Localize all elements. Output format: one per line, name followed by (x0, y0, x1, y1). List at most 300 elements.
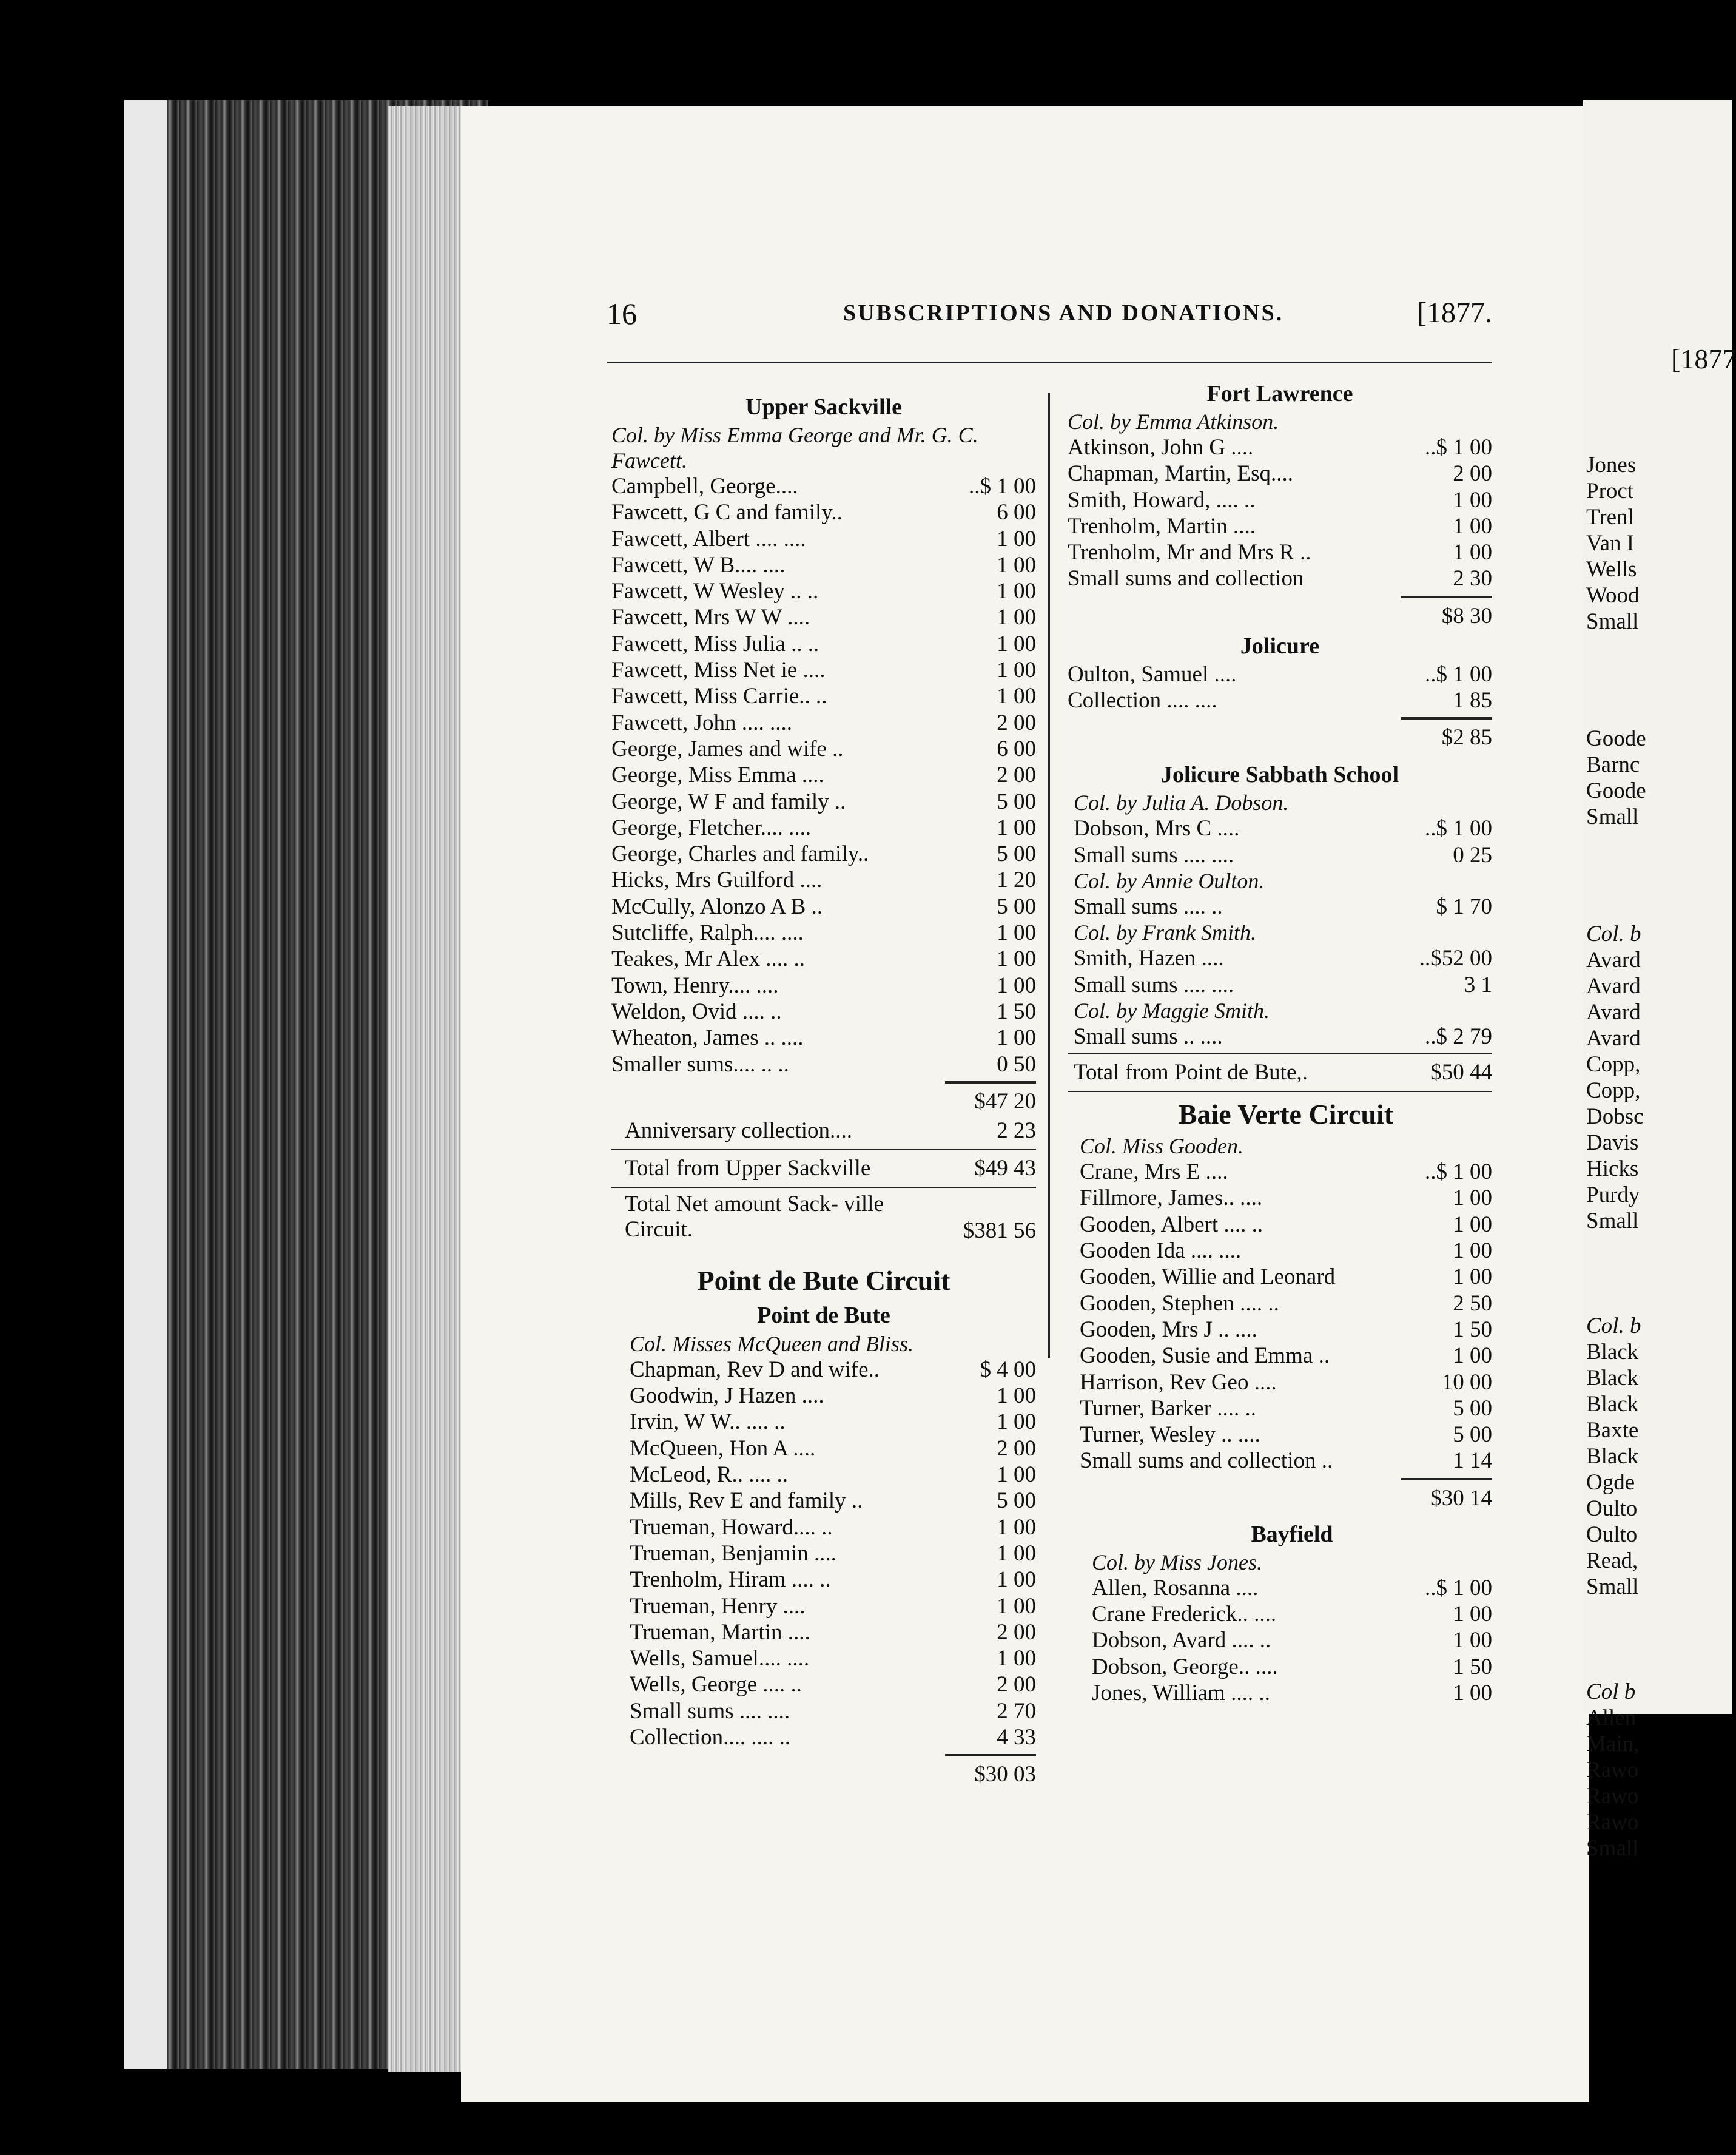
total-rule (1401, 596, 1492, 598)
entry-amount: 3 1 (1464, 972, 1492, 997)
entry-name: Wells, Samuel.... .... (630, 1646, 810, 1671)
collector-line: Col. Misses McQueen and Bliss. (630, 1331, 913, 1356)
collector-line: Col. Miss Gooden. (1080, 1134, 1243, 1159)
list-item (611, 815, 1036, 841)
entry-amount: $ 4 00 (980, 1357, 1036, 1382)
total-rule (945, 1081, 1036, 1084)
entry-amount: 1 20 (997, 868, 1036, 893)
facing-page-line: Black (1586, 1340, 1639, 1364)
entry-amount: $ 1 70 (1436, 894, 1492, 919)
facing-page-line: Oulto (1586, 1522, 1638, 1547)
entry-name: Dobson, Avard .... .. (1092, 1628, 1271, 1653)
entry-amount: 1 00 (997, 684, 1036, 709)
baie-verte-total (1068, 1484, 1492, 1513)
section-title-jolicure-sabbath-school: Jolicure Sabbath School (1160, 762, 1399, 788)
entry-name: George, W F and family .. (611, 789, 846, 814)
section-title-baie-verte-circuit: Baie Verte Circuit (1178, 1099, 1394, 1130)
entry-amount: 1 00 (997, 920, 1036, 946)
sabbath-school-groups (1068, 790, 1492, 1050)
list-item (1080, 1264, 1492, 1290)
entry-name: Fawcett, Miss Net ie .... (611, 658, 826, 683)
jolicure-total (1068, 723, 1492, 752)
entry-name: Fawcett, Miss Julia .. .. (611, 631, 819, 656)
total-rule (1401, 717, 1492, 720)
list-item (611, 736, 1036, 762)
anniversary-line (611, 1116, 1036, 1145)
entry-amount: ..$ 1 00 (1425, 1159, 1492, 1185)
facing-page-collector: Col. b (1586, 922, 1641, 946)
section-title-jolicure: Jolicure (1240, 633, 1320, 659)
list-item (611, 946, 1036, 972)
page-year: [1877. (1417, 297, 1492, 329)
entry-name: Town, Henry.... .... (611, 973, 779, 998)
column-divider (1048, 393, 1050, 1358)
facing-page-line: Ogde (1586, 1470, 1635, 1495)
point-de-bute-grand-total (1068, 1058, 1492, 1087)
entry-name: Sutcliffe, Ralph.... .... (611, 920, 804, 946)
entry-amount: 5 00 (1453, 1395, 1492, 1421)
entry-name: Fawcett, John .... .... (611, 710, 793, 735)
rule (1068, 1091, 1492, 1092)
page-title: SUBSCRIPTIONS AND DONATIONS. (843, 300, 1284, 326)
entry-amount: ..$52 00 (1419, 946, 1492, 971)
entry-name: Fawcett, W Wesley .. .. (611, 579, 819, 604)
list-item (1074, 972, 1492, 998)
entry-name: McCully, Alonzo A B .. (611, 894, 823, 919)
total-amount: $50 44 (1430, 1060, 1492, 1085)
entry-name: Fawcett, G C and family.. (611, 500, 843, 525)
entry-name: George, Charles and family.. (611, 841, 869, 867)
list-item (1092, 1654, 1492, 1680)
entry-amount: 1 00 (1453, 1185, 1492, 1211)
entry-list-jolicure (1068, 661, 1492, 714)
collector-line: Col. by Annie Oulton. (1074, 868, 1265, 893)
entry-name: Gooden, Susie and Emma .. (1080, 1343, 1330, 1369)
list-item (630, 1383, 1036, 1409)
header-rule (607, 362, 1492, 363)
entry-amount: 1 00 (997, 658, 1036, 683)
entry-amount: 5 00 (997, 841, 1036, 867)
entry-amount: ..$ 1 00 (1425, 435, 1492, 460)
entry-name: Wheaton, James .. .... (611, 1025, 804, 1051)
facing-page-line: Avard (1586, 1000, 1641, 1025)
entry-amount: ..$ 1 00 (1425, 1575, 1492, 1600)
facing-page-line: Read, (1586, 1548, 1638, 1573)
entry-amount: 1 00 (997, 1540, 1036, 1566)
entry-name: Turner, Wesley .. .... (1080, 1422, 1260, 1448)
collector-line: Col. by Maggie Smith. (1074, 998, 1270, 1023)
facing-page-collector: Col. b (1586, 1314, 1641, 1338)
list-item (1074, 894, 1492, 920)
list-item (1068, 460, 1492, 487)
entry-amount: 1 00 (1453, 513, 1492, 539)
entry-amount: 1 00 (1453, 487, 1492, 513)
entry-amount: 1 00 (997, 1383, 1036, 1409)
collector-line: Col. by Emma Atkinson. (1068, 410, 1279, 434)
entry-name: Campbell, George.... (611, 474, 798, 499)
entry-name: Mills, Rev E and family .. (630, 1488, 863, 1514)
entry-amount: 1 00 (1453, 1343, 1492, 1369)
entry-amount: 1 00 (1453, 1264, 1492, 1290)
list-item (1080, 1448, 1492, 1474)
list-item (611, 789, 1036, 815)
entry-amount: 1 00 (997, 1567, 1036, 1593)
entry-name: Goodwin, J Hazen .... (630, 1383, 824, 1409)
section-title-bayfield: Bayfield (1251, 1521, 1333, 1547)
entry-name: Small sums .. .... (1074, 1024, 1223, 1049)
entry-amount: 2 50 (1453, 1290, 1492, 1316)
entry-name: Allen, Rosanna .... (1092, 1575, 1259, 1600)
list-item (1080, 1369, 1492, 1395)
facing-page-line: Wells (1586, 557, 1637, 582)
entry-amount: 5 00 (997, 789, 1036, 814)
entry-amount: 2 70 (997, 1698, 1036, 1724)
facing-page-line: Avard (1586, 1026, 1641, 1051)
entry-name: Gooden Ida .... .... (1080, 1238, 1242, 1264)
list-item (1080, 1343, 1492, 1369)
entry-amount: 2 00 (997, 1435, 1036, 1461)
entry-name: Smith, Hazen .... (1074, 946, 1224, 971)
entry-name: Dobson, Mrs C .... (1074, 816, 1240, 841)
entry-amount: 2 00 (997, 1672, 1036, 1698)
facing-page-line: Avard (1586, 948, 1641, 973)
facing-page-line: Small (1586, 804, 1639, 829)
list-item (630, 1619, 1036, 1645)
facing-page-line: Dobsc (1586, 1104, 1644, 1129)
entry-name: Small sums and collection .. (1080, 1448, 1333, 1474)
entry-name: Small sums and collection (1068, 566, 1304, 592)
entry-amount: 1 00 (997, 815, 1036, 840)
entry-amount: 1 50 (1453, 1317, 1492, 1342)
book-cover-edge (124, 100, 167, 2069)
entry-name: Gooden, Stephen .... .. (1080, 1290, 1279, 1316)
entry-name: Irvin, W W.. .... .. (630, 1409, 786, 1435)
list-item (611, 604, 1036, 630)
entry-amount: 1 00 (1453, 540, 1492, 565)
entry-amount: 4 33 (997, 1724, 1036, 1750)
list-item (630, 1593, 1036, 1619)
entry-name: Chapman, Martin, Esq.... (1068, 461, 1294, 487)
list-item (611, 841, 1036, 867)
list-item (1080, 1212, 1492, 1238)
entry-amount: 1 00 (997, 973, 1036, 998)
entry-amount: 1 00 (1453, 1212, 1492, 1237)
entry-list-fort-lawrence (1068, 434, 1492, 592)
list-item (611, 894, 1036, 920)
list-item (1068, 513, 1492, 539)
entry-name: Smith, Howard, .... .. (1068, 487, 1256, 513)
facing-page-year: [1877 (1671, 343, 1736, 374)
section-title-fort-lawrence: Fort Lawrence (1206, 381, 1353, 406)
entry-name: Trueman, Henry .... (630, 1593, 806, 1619)
entry-amount: 5 00 (997, 1488, 1036, 1514)
list-item (630, 1567, 1036, 1593)
entry-name: George, Fletcher.... .... (611, 815, 812, 840)
entry-name: Harrison, Rev Geo .... (1080, 1369, 1277, 1395)
total-rule (1401, 1478, 1492, 1480)
entry-name: Teakes, Mr Alex .... .. (611, 946, 806, 972)
entry-name: Collection.... .... .. (630, 1724, 791, 1750)
list-item (630, 1409, 1036, 1435)
list-item (1080, 1290, 1492, 1317)
total-rule (945, 1754, 1036, 1756)
entry-amount: 1 00 (1453, 1238, 1492, 1264)
list-item (1074, 815, 1492, 841)
section-title-point-de-bute-circuit: Point de Bute Circuit (697, 1264, 950, 1296)
entry-amount: 10 00 (1441, 1369, 1492, 1395)
facing-page-line: Black (1586, 1444, 1639, 1469)
list-item (1092, 1627, 1492, 1653)
facing-page-line: Baxte (1586, 1418, 1639, 1443)
facing-page-line: Goode (1586, 778, 1646, 803)
list-item (1068, 434, 1492, 460)
entry-name: Fawcett, Miss Carrie.. .. (611, 684, 827, 709)
facing-page-line: Purdy (1586, 1182, 1640, 1207)
entry-name: Small sums .... .... (1074, 842, 1234, 868)
entry-name: Trueman, Benjamin .... (630, 1540, 836, 1566)
entry-amount: 1 00 (997, 579, 1036, 604)
facing-page (1583, 100, 1736, 1861)
list-item (1068, 565, 1492, 592)
facing-page-line: Small (1586, 1836, 1639, 1861)
net-total (611, 1192, 1036, 1246)
facing-page-line: Small (1586, 1209, 1639, 1233)
entry-amount: 2 30 (1453, 566, 1492, 592)
list-item (611, 499, 1036, 525)
facing-page-line: Black (1586, 1366, 1639, 1391)
list-item (630, 1435, 1036, 1462)
page-number: 16 (607, 297, 637, 331)
entry-name: Fawcett, Albert .... .... (611, 526, 806, 551)
list-item (611, 762, 1036, 788)
entry-amount: 1 00 (997, 1409, 1036, 1435)
entry-amount: 1 00 (1453, 1602, 1492, 1627)
point-de-bute-total (611, 1760, 1036, 1789)
entry-name: Weldon, Ovid .... .. (611, 999, 782, 1024)
facing-page-line: Copp, (1586, 1052, 1641, 1077)
list-item (1080, 1395, 1492, 1421)
entry-group (1074, 1024, 1492, 1050)
facing-page-line: Davis (1586, 1130, 1639, 1155)
facing-page-line: Rawo (1586, 1810, 1639, 1835)
entry-name: Trueman, Howard.... .. (630, 1514, 833, 1540)
entry-name: Hicks, Mrs Guilford .... (611, 868, 823, 893)
entry-name: George, Miss Emma .... (611, 763, 824, 788)
subsection-title-point-de-bute: Point de Bute (757, 1302, 890, 1328)
entry-name: Chapman, Rev D and wife.. (630, 1357, 880, 1382)
upper-sackville-total (611, 1154, 1036, 1183)
entry-amount: 1 00 (997, 1646, 1036, 1671)
list-item (611, 526, 1036, 552)
entry-amount: 6 00 (997, 500, 1036, 525)
list-item (630, 1671, 1036, 1698)
list-item (611, 657, 1036, 683)
list-item (611, 999, 1036, 1025)
entry-name: Fillmore, James.. .... (1080, 1185, 1263, 1211)
section-title-upper-sackville: Upper Sackville (745, 394, 902, 420)
facing-page-line: Jones (1586, 453, 1637, 477)
entry-amount: ..$ 2 79 (1425, 1024, 1492, 1049)
list-item (1074, 842, 1492, 868)
entry-amount: 0 50 (997, 1051, 1036, 1077)
entry-list-baie-verte (1068, 1159, 1492, 1474)
entry-name: Wells, George .... .. (630, 1672, 802, 1698)
list-item (630, 1698, 1036, 1724)
page-header (607, 296, 1492, 345)
facing-page-line: Goode (1586, 726, 1646, 751)
facing-page-line: Main, (1586, 1732, 1640, 1756)
left-column (611, 392, 1036, 1789)
list-item (611, 683, 1036, 709)
entry-name: Crane Frederick.. .... (1092, 1602, 1277, 1627)
fort-lawrence-total (1068, 602, 1492, 631)
list-item (1068, 661, 1492, 687)
rule (1068, 1053, 1492, 1054)
entry-amount: 1 00 (997, 946, 1036, 972)
entry-amount: ..$ 1 00 (1425, 661, 1492, 687)
list-item (611, 1051, 1036, 1078)
entry-name: Small sums .... .... (1074, 972, 1234, 997)
entry-name: Gooden, Albert .... .. (1080, 1212, 1263, 1237)
entry-name: Fawcett, W B.... .... (611, 552, 786, 578)
list-item (1092, 1680, 1492, 1706)
entry-amount: 1 00 (1453, 1628, 1492, 1653)
entry-name: Oulton, Samuel .... (1068, 661, 1237, 687)
facing-page-line: Rawo (1586, 1784, 1639, 1809)
facing-page-line: Avard (1586, 974, 1641, 999)
facing-page-line: Black (1586, 1392, 1639, 1417)
entry-name: Trenholm, Hiram .... .. (630, 1567, 831, 1593)
total-amount: $8 30 (1441, 603, 1492, 629)
list-item (1074, 945, 1492, 971)
entry-amount: 1 00 (997, 1462, 1036, 1488)
entry-list-point-de-bute (611, 1357, 1036, 1750)
entry-group (1074, 894, 1492, 920)
entry-amount: 1 00 (1453, 1680, 1492, 1705)
list-item (611, 973, 1036, 999)
list-item (611, 552, 1036, 578)
entry-amount: 5 00 (997, 894, 1036, 919)
entry-amount: 1 14 (1453, 1448, 1492, 1474)
list-item (611, 710, 1036, 736)
subtotal-amount: $47 20 (974, 1088, 1036, 1114)
list-item (1068, 539, 1492, 565)
entry-name: Trenholm, Mr and Mrs R .. (1068, 540, 1311, 565)
facing-page-line: Hicks (1586, 1156, 1639, 1181)
entry-amount: 2 00 (997, 710, 1036, 735)
entry-name: Turner, Barker .... .. (1080, 1395, 1257, 1421)
entry-amount: 1 00 (997, 1514, 1036, 1540)
entry-name: Jones, William .... .. (1092, 1680, 1270, 1705)
facing-page-line: Trenl (1586, 505, 1634, 530)
entry-amount: 2 00 (1453, 461, 1492, 487)
list-item (611, 578, 1036, 604)
rule (611, 1187, 1036, 1188)
entry-amount: 2 00 (997, 1619, 1036, 1645)
facing-page-line: Proct (1586, 479, 1634, 504)
facing-page-line: Wood (1586, 583, 1640, 608)
entry-amount: 1 50 (1453, 1654, 1492, 1679)
entry-name: Atkinson, John G .... (1068, 435, 1254, 460)
facing-page-line: Small (1586, 1574, 1639, 1599)
entry-name: Smaller sums.... .. .. (611, 1051, 789, 1077)
entry-amount: 1 50 (997, 999, 1036, 1024)
entry-name: McQueen, Hon A .... (630, 1435, 816, 1461)
collector-line: Col. by Frank Smith. (1074, 920, 1256, 945)
entry-name: McLeod, R.. .... .. (630, 1462, 789, 1488)
entry-name: Fawcett, Mrs W W .... (611, 605, 810, 630)
entry-group (1074, 815, 1492, 868)
list-item (630, 1357, 1036, 1383)
list-item (1080, 1185, 1492, 1211)
entry-amount: 1 00 (997, 526, 1036, 551)
entry-name: George, James and wife .. (611, 736, 844, 761)
entry-name: Gooden, Willie and Leonard (1080, 1264, 1336, 1290)
facing-page-line: Barnc (1586, 752, 1640, 777)
facing-page-line: Oulto (1586, 1496, 1638, 1521)
total-label: Total from Point de Bute,. (1074, 1060, 1308, 1085)
list-item (630, 1462, 1036, 1488)
entry-amount: 6 00 (997, 736, 1036, 761)
collector-line: Col. by Miss Emma George and Mr. G. C. Fawcett. (611, 423, 978, 473)
net-total-label: Total Net amount Sack- ville Circuit. (625, 1191, 884, 1242)
subtotal-line (611, 1087, 1036, 1116)
total-amount: $30 03 (974, 1762, 1036, 1787)
anniversary-label: Anniversary collection.... (625, 1118, 853, 1143)
list-item (1092, 1601, 1492, 1627)
entry-amount: 1 00 (997, 552, 1036, 578)
list-item (630, 1724, 1036, 1750)
list-item (611, 1025, 1036, 1051)
entry-name: Dobson, George.. .... (1092, 1654, 1278, 1679)
entry-list-bayfield (1068, 1575, 1492, 1706)
list-item (1074, 1024, 1492, 1050)
list-item (1080, 1238, 1492, 1264)
entry-name: Collection .... .... (1068, 688, 1217, 713)
entry-amount: 1 00 (997, 631, 1036, 656)
list-item (1080, 1317, 1492, 1343)
entry-amount: 5 00 (1453, 1422, 1492, 1448)
list-item (630, 1645, 1036, 1671)
total-amount: $2 85 (1441, 725, 1492, 750)
entry-amount: ..$ 1 00 (1425, 816, 1492, 841)
facing-page-line: Copp, (1586, 1078, 1641, 1103)
right-column (1068, 379, 1492, 1706)
entry-name: Small sums .... .... (630, 1698, 790, 1724)
entry-name: Crane, Mrs E .... (1080, 1159, 1228, 1185)
entry-amount: 1 85 (1453, 688, 1492, 713)
entry-amount: 1 00 (997, 1593, 1036, 1619)
collector-line: Col. by Julia A. Dobson. (1074, 791, 1289, 815)
entry-name: Trueman, Martin .... (630, 1619, 810, 1645)
list-item (1080, 1421, 1492, 1448)
list-item (611, 631, 1036, 657)
rule (611, 1149, 1036, 1150)
entry-list-upper-sackville (611, 473, 1036, 1078)
entry-amount: ..$ 1 00 (969, 474, 1036, 499)
entry-amount: 1 00 (997, 1025, 1036, 1051)
entry-name: Small sums .... .. (1074, 894, 1223, 919)
facing-page-line: Small (1586, 609, 1639, 634)
anniversary-amount: 2 23 (997, 1118, 1036, 1143)
entry-amount: 2 00 (997, 763, 1036, 788)
list-item (630, 1514, 1036, 1540)
facing-page-line: Allen (1586, 1705, 1637, 1730)
entry-group (1074, 945, 1492, 998)
list-item (1092, 1575, 1492, 1601)
entry-name: Trenholm, Martin .... (1068, 513, 1256, 539)
total-amount: $49 43 (974, 1155, 1036, 1181)
